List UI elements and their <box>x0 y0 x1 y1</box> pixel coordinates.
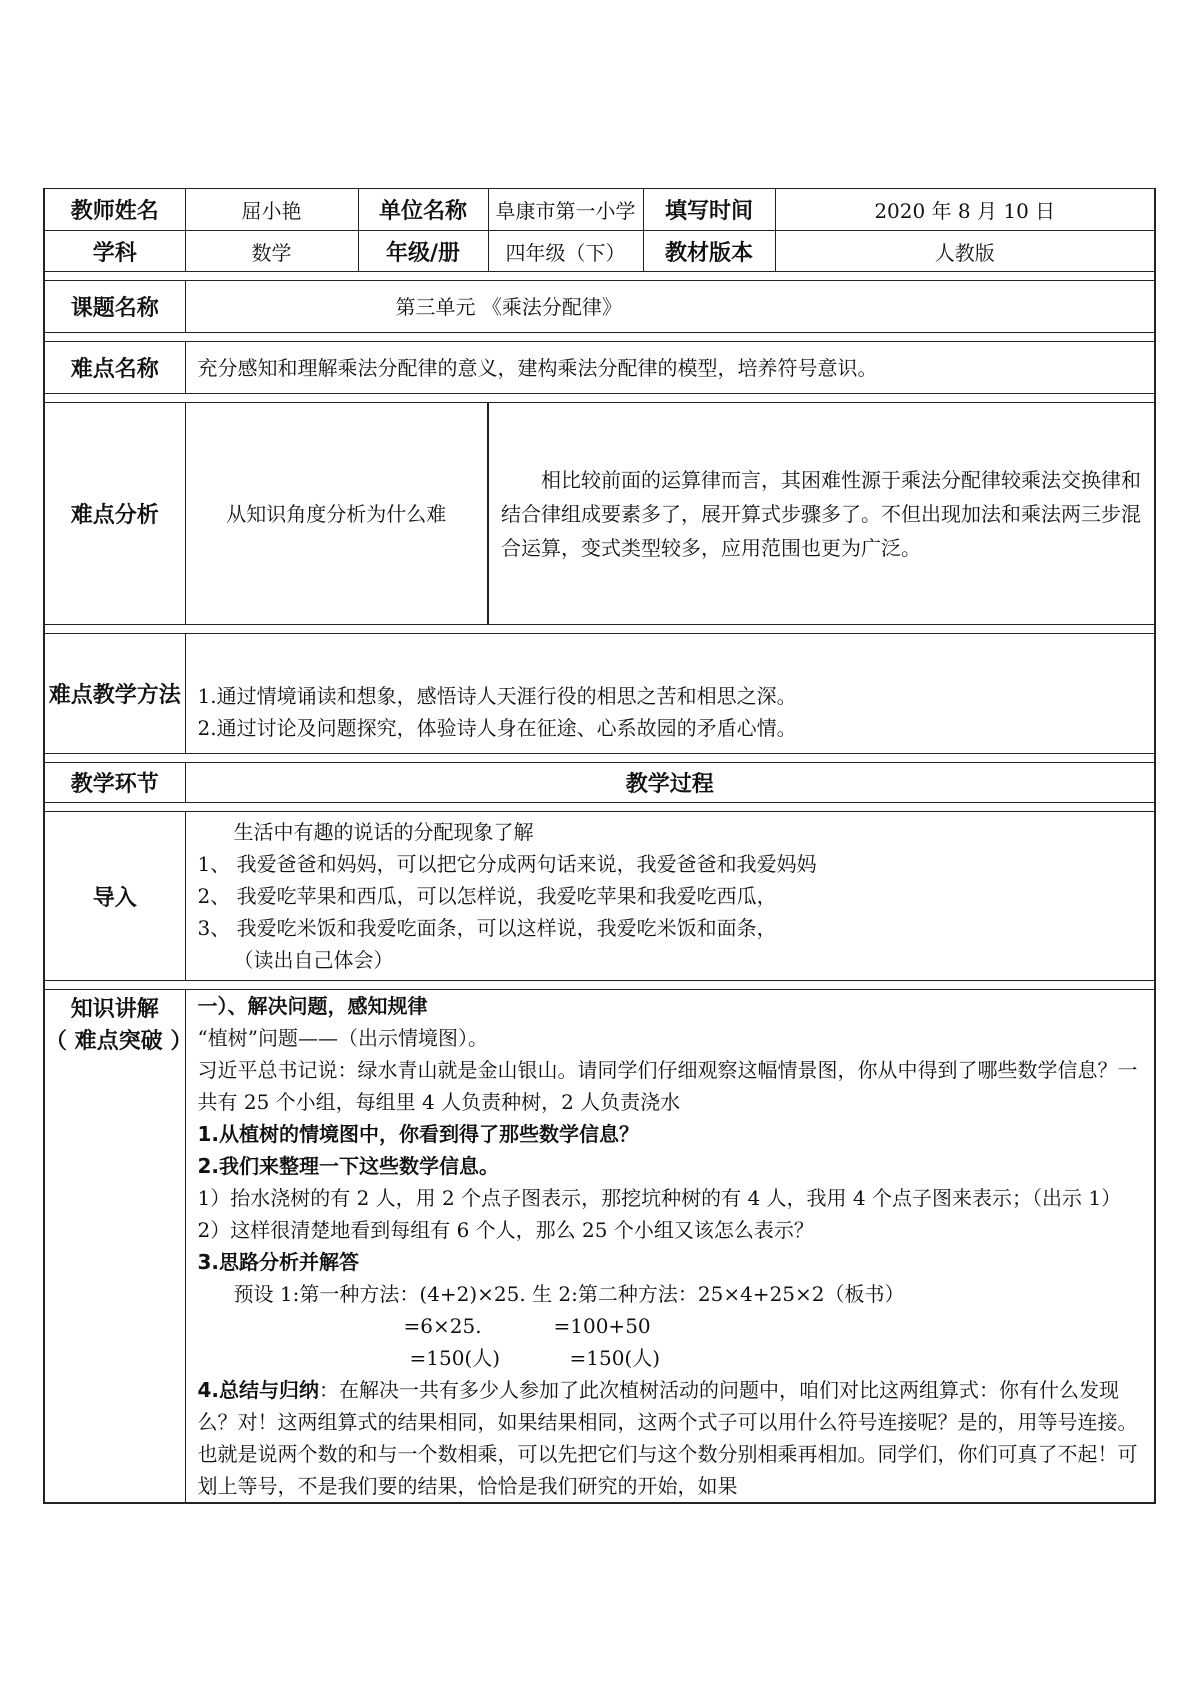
analysis-label: 难点分析 <box>44 403 185 625</box>
calc-line-1: 预设 1:第一种方法：(4+2)×25. 生 2:第二种方法：25×4+25×2（板书） <box>233 1282 905 1306</box>
knowledge-p1: 1）抬水浇树的有 2 人，用 2 个点子图表示，那挖坑种树的有 4 人，我用 4 个点子图来表示；（出示 1） <box>197 1186 1122 1210</box>
lesson-plan-table <box>43 188 1156 1504</box>
intro-content <box>185 812 1155 981</box>
intro-line-2: 2、 我爱吃苹果和西瓜，可以怎样说，我爱吃苹果和我爱吃西瓜， <box>197 884 777 908</box>
calc-block <box>198 1310 1143 1374</box>
difficulty-value: 充分感知和理解乘法分配律的意义，建构乘法分配律的模型，培养符号意识。 <box>185 342 1155 394</box>
intro-line-1: 1、 我爱爸爸和妈妈，可以把它分成两句话来说，我爱爸爸和我爱妈妈 <box>197 852 817 876</box>
subject-value: 数学 <box>185 231 358 272</box>
topic-row <box>44 281 1155 333</box>
knowledge-xi-line: 习近平总书记说：绿水青山就是金山银山。请同学们仔细观察这幅情景图，你从中得到了哪些数学信息？一共有 25 个小组，每组里 4 人负责种树，2 人负责浇水 <box>197 1058 1138 1114</box>
difficulty-row <box>44 342 1155 394</box>
knowledge-tree-line: “植树”问题——（出示情境图）。 <box>197 1026 488 1050</box>
summary-heading: 4.总结与归纳 <box>197 1378 320 1402</box>
summary-text: ：在解决一共有多少人参加了此次植树活动的问题中，咱们对比这两组算式：你有什么发现么？对！这两组算式的结果相同，如果结果相同，这两个式子可以用什么符号连接呢？是的，用等号连接。也就是说两个数的和与一个数相乘，可以先把它们与这个数分别相乘再相加。同学们，你们可真了不起！可划上等号，不是我们要的结果，恰恰是我们研究的开始，如果 <box>197 1378 1138 1498</box>
knowledge-q2: 2.我们来整理一下这些数学信息。 <box>197 1154 500 1178</box>
date-value: 2020 年 8 月 10 日 <box>775 189 1155 231</box>
intro-label: 导入 <box>44 812 185 981</box>
unit-label: 单位名称 <box>358 189 488 231</box>
intro-row <box>44 812 1155 981</box>
method-row <box>44 634 1155 754</box>
header-row-1 <box>44 189 1155 231</box>
subject-label: 学科 <box>44 231 185 272</box>
calc-step-2b: =150(人) <box>569 1346 661 1370</box>
analysis-row <box>44 403 1155 625</box>
knowledge-q1: 1.从植树的情境图中，你看到得了那些数学信息？ <box>197 1122 640 1146</box>
analysis-sub-label: 从知识角度分析为什么难 <box>185 403 488 625</box>
edition-value: 人教版 <box>775 231 1155 272</box>
topic-label: 课题名称 <box>44 281 185 333</box>
knowledge-heading: 一）、解决问题，感知规律 <box>197 994 428 1018</box>
knowledge-q3: 3.思路分析并解答 <box>197 1250 360 1274</box>
process-header-row <box>44 763 1155 803</box>
calc-step-2a: =150(人) <box>409 1346 501 1370</box>
edition-label: 教材版本 <box>643 231 775 272</box>
process-title: 教学过程 <box>185 763 1155 803</box>
knowledge-label-line-1: 知识讲解 <box>70 997 159 1022</box>
knowledge-row <box>44 990 1155 1504</box>
teacher-value: 屈小艳 <box>185 189 358 231</box>
method-label: 难点教学方法 <box>44 634 185 754</box>
knowledge-content <box>185 990 1155 1504</box>
date-label: 填写时间 <box>643 189 775 231</box>
header-row-2 <box>44 231 1155 272</box>
grade-label: 年级/册 <box>358 231 488 272</box>
knowledge-label <box>44 990 193 1504</box>
intro-line-4: （读出自己体会） <box>233 948 394 972</box>
knowledge-label-line-2: （ 难点突破 ） <box>45 1029 193 1054</box>
calc-step-1a: =6×25. <box>403 1314 482 1338</box>
method-line-2: 2.通过讨论及问题探究，体验诗人身在征途、心系故园的矛盾心情。 <box>197 715 797 740</box>
intro-line-0: 生活中有趣的说话的分配现象了解 <box>233 820 534 844</box>
difficulty-label: 难点名称 <box>44 342 185 394</box>
method-line-1: 1.通过情境诵读和想象，感悟诗人天涯行役的相思之苦和相思之深。 <box>197 683 797 708</box>
calc-step-1b: =100+50 <box>553 1314 651 1338</box>
knowledge-summary <box>198 1374 1143 1502</box>
intro-line-3: 3、 我爱吃米饭和我爱吃面条，可以这样说，我爱吃米饭和面条， <box>197 916 777 940</box>
process-step-label: 教学环节 <box>44 763 185 803</box>
analysis-value <box>488 403 1155 625</box>
method-value <box>185 634 1155 754</box>
teacher-label: 教师姓名 <box>44 189 185 231</box>
analysis-text: 相比较前面的运算律而言，其困难性源于乘法分配律较乘法交换律和结合律组成要素多了，展开算式步骤多了。不但出现加法和乘法两三步混合运算，变式类型较多，应用范围也更为广泛。 <box>501 467 1141 560</box>
topic-value: 第三单元 《乘法分配律》 <box>185 281 1155 333</box>
grade-value: 四年级（下） <box>488 231 643 272</box>
knowledge-p2: 2）这样很清楚地看到每组有 6 个人，那么 25 个小组又该怎么表示？ <box>197 1218 814 1242</box>
unit-value: 阜康市第一小学 <box>488 189 643 231</box>
